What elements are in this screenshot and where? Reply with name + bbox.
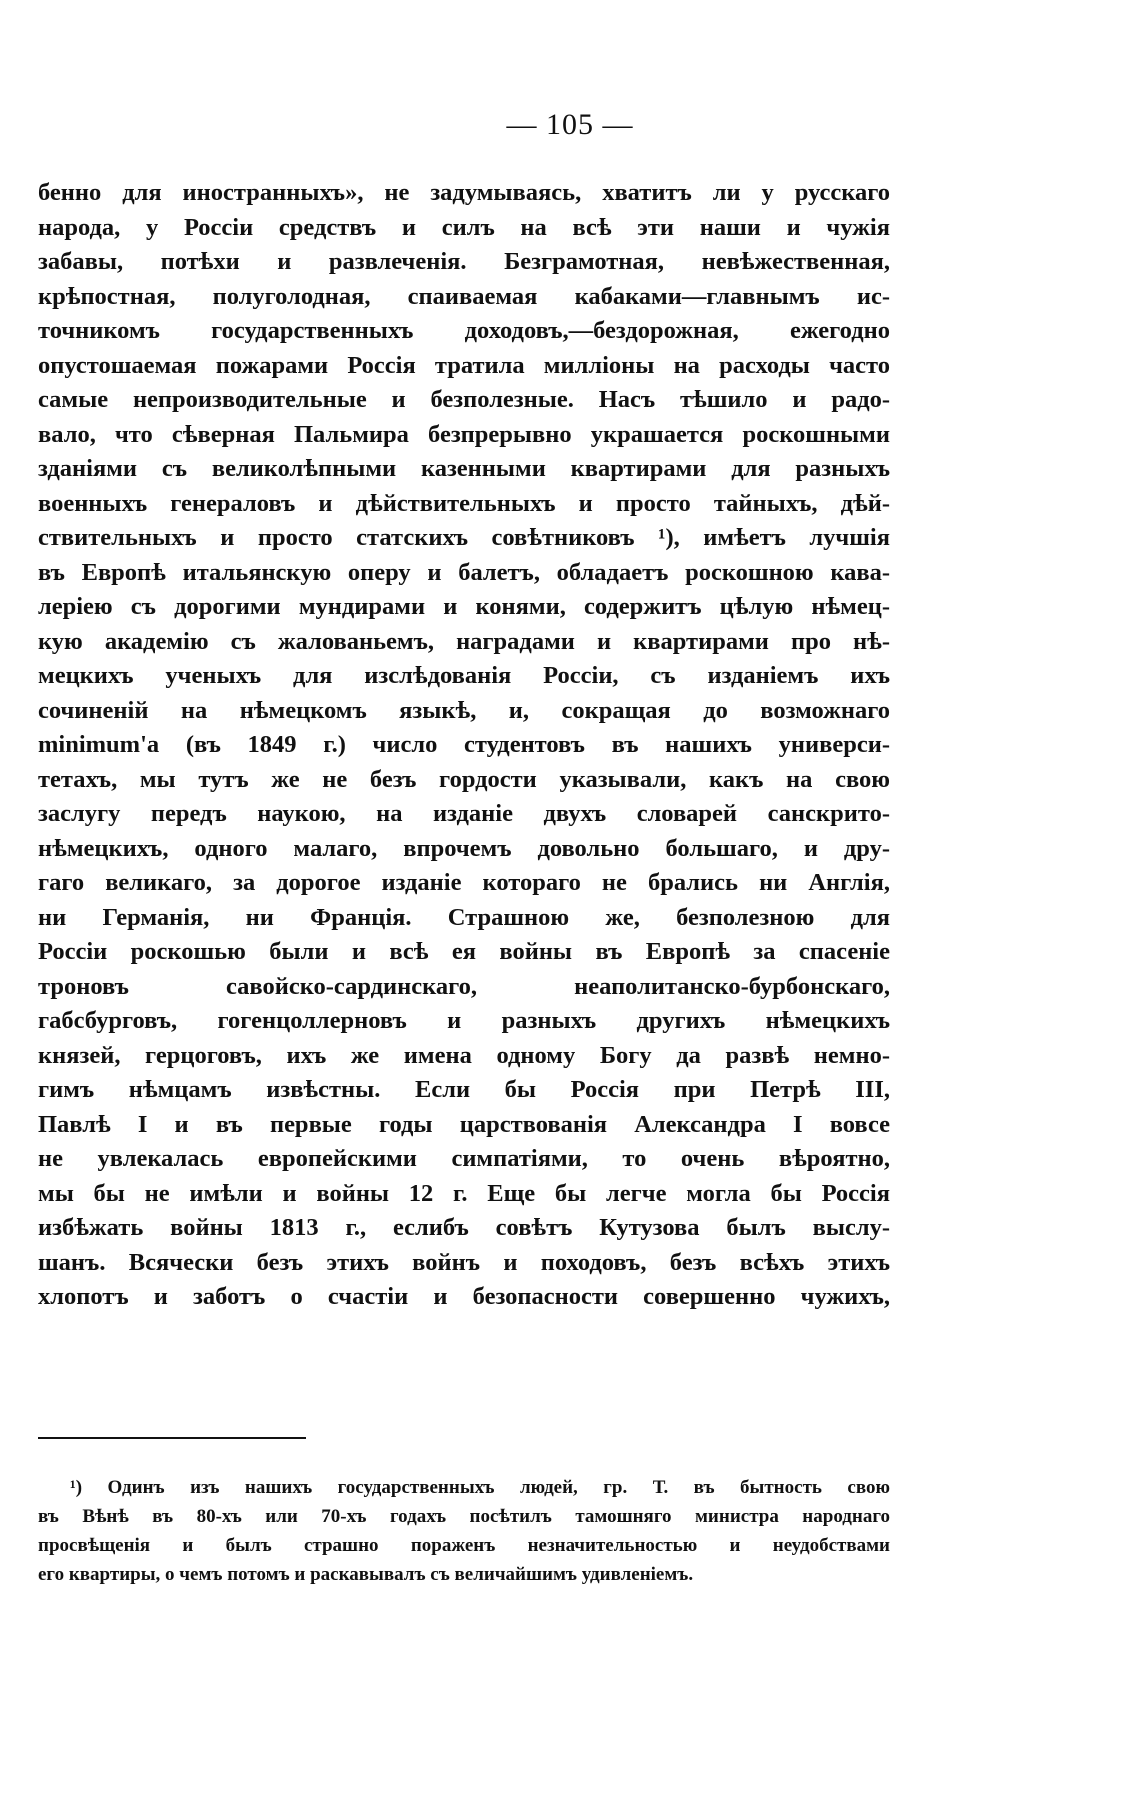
text-line: гимъ нѣмцамъ извѣстны. Если бы Россія при Петрѣ III, <box>38 1076 890 1103</box>
footnote <box>38 1473 890 1589</box>
text-line: бенно для иностранныхъ», не задумываясь, хватитъ ли у русскаго <box>38 179 890 206</box>
footnote-line: ¹) Одинъ изъ нашихъ государственныхъ людей, гр. Т. въ бытность свою <box>70 1477 890 1498</box>
text-line: габсбурговъ, гогенцоллерновъ и разныхъ другихъ нѣмецкихъ <box>38 1007 890 1034</box>
text-line: заслугу передъ наукою, на изданіе двухъ словарей санскрито- <box>38 800 890 827</box>
text-line: мы бы не имѣли и войны 12 г. Еще бы легче могла бы Россія <box>38 1179 890 1207</box>
text-line: Россіи роскошью были и всѣ ея войны въ Европѣ за спасеніе <box>38 938 890 965</box>
text-line: minimum'a (въ 1849 г.) число студентовъ въ нашихъ универси- <box>38 731 890 758</box>
text-line: мецкихъ ученыхъ для изслѣдованія Россіи, съ изданіемъ ихъ <box>38 662 890 689</box>
text-line: вало, что сѣверная Пальмира безпрерывно украшается роскошными <box>38 420 890 448</box>
page-number: — 105 — <box>506 108 634 141</box>
text-line: Павлѣ I и въ первые годы царствованія Александра I вовсе <box>38 1110 890 1138</box>
footnote-line: просвѣщенія и былъ страшно пораженъ незначительностью и неудобствами <box>38 1535 890 1556</box>
text-line: гаго великаго, за дорогое изданіе котораго не брались ни Англія, <box>38 869 890 896</box>
text-line: хлопотъ и заботъ о счастіи и безопасности совершенно чужихъ, <box>38 1283 890 1310</box>
text-line: забавы, потѣхи и развлеченія. Безграмотная, невѣжественная, <box>38 248 890 275</box>
main-text <box>38 176 890 1315</box>
text-line: троновъ савойско-сардинскаго, неаполитанско-бурбонскаго, <box>38 972 890 1000</box>
text-line: тетахъ, мы тутъ же не безъ гордости указывали, какъ на свою <box>38 765 890 793</box>
text-line: избѣжать войны 1813 г., еслибъ совѣтъ Кутузова былъ выслу- <box>38 1214 890 1241</box>
text-line: нѣмецкихъ, одного малаго, впрочемъ довольно большаго, и дру- <box>38 834 890 862</box>
text-line: ни Германія, ни Франція. Страшною же, безполезною для <box>38 903 890 931</box>
text-line: князей, герцоговъ, ихъ же имена одному Богу да развѣ немно- <box>38 1041 890 1069</box>
text-line: самые непроизводительные и безполезные. Насъ тѣшило и радо- <box>38 386 890 413</box>
text-line: шанъ. Всячески безъ этихъ войнъ и походовъ, безъ всѣхъ этихъ <box>38 1248 890 1276</box>
text-line: крѣпостная, полуголодная, спаиваемая кабаками—главнымъ ис- <box>38 282 890 310</box>
footnote-divider <box>38 1437 306 1439</box>
text-line: опустошаемая пожарами Россія тратила милліоны на расходы часто <box>38 351 890 379</box>
text-line: не увлекалась европейскими симпатіями, то очень вѣроятно, <box>38 1145 890 1172</box>
text-line: ствительныхъ и просто статскихъ совѣтниковъ ¹), имѣетъ лучшія <box>38 524 890 551</box>
text-line: кую академію съ жалованьемъ, наградами и квартирами про нѣ- <box>38 627 890 655</box>
text-line: народа, у Россіи средствъ и силъ на всѣ эти наши и чужія <box>38 213 890 241</box>
text-line: въ Европѣ итальянскую оперу и балетъ, обладаетъ роскошною кава- <box>38 558 890 586</box>
text-line: зданіями съ великолѣпными казенными квартирами для разныхъ <box>38 455 890 482</box>
text-line: военныхъ генераловъ и дѣйствительныхъ и просто тайныхъ, дѣй- <box>38 489 890 517</box>
text-line: сочиненій на нѣмецкомъ языкѣ, и, сокращая до возможнаго <box>38 696 890 724</box>
text-line: точникомъ государственныхъ доходовъ,—бездорожная, ежегодно <box>38 317 890 344</box>
text-line: лерiею съ дорогими мундирами и конями, содержитъ цѣлую нѣмец- <box>38 593 890 620</box>
footnote-line: въ Вѣнѣ въ 80-хъ или 70-хъ годахъ посѣтилъ тамошняго министра народнаго <box>38 1506 890 1527</box>
footnote-line: его квартиры, о чемъ потомъ и раскавывалъ съ величайшимъ удивленіемъ. <box>38 1564 694 1585</box>
